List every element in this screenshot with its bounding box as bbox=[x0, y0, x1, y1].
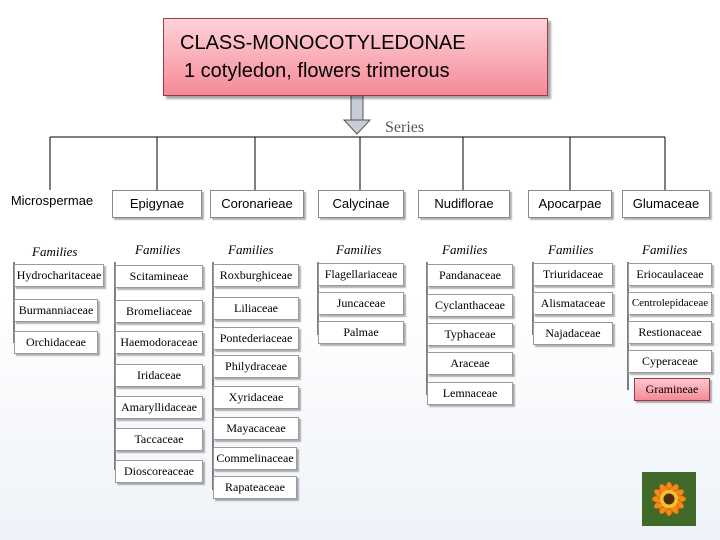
family-commelinaceae: Commelinaceae bbox=[213, 447, 297, 470]
families-label: Families bbox=[32, 244, 78, 259]
family-roxburghiceae: Roxburghiceae bbox=[213, 264, 299, 287]
flower-image bbox=[642, 472, 696, 526]
family-xyridaceae: Xyridaceae bbox=[213, 386, 299, 409]
series-nudiflorae: Nudiflorae bbox=[418, 190, 510, 218]
series-label: Series bbox=[385, 119, 425, 136]
family-hydrocharitaceae: Hydrocharitaceae bbox=[14, 264, 104, 287]
family-palmae: Palmae bbox=[318, 321, 404, 344]
family-haemodoraceae: Haemodoraceae bbox=[115, 331, 203, 354]
families-label: Families bbox=[442, 242, 488, 257]
families-label: Families bbox=[135, 242, 181, 257]
series-epigynae: Epigynae bbox=[112, 190, 202, 218]
family-iridaceae: Iridaceae bbox=[115, 364, 203, 387]
series-arrow bbox=[344, 94, 370, 134]
family-araceae: Araceae bbox=[427, 352, 513, 375]
family-burmanniaceae: Burmanniaceae bbox=[14, 299, 98, 322]
family-juncaceae: Juncaceae bbox=[318, 292, 404, 315]
family-pontederiaceae: Pontederiaceae bbox=[213, 327, 299, 350]
family-flagellariaceae: Flagellariaceae bbox=[318, 263, 404, 286]
series-glumaceae: Glumaceae bbox=[622, 190, 710, 218]
families-label: Families bbox=[548, 242, 594, 257]
family-dioscoreaceae: Dioscoreaceae bbox=[115, 460, 203, 483]
families-label: Families bbox=[228, 242, 274, 257]
family-bromeliaceae: Bromeliaceae bbox=[115, 300, 203, 323]
family-taccaceae: Taccaceae bbox=[115, 428, 203, 451]
family-philydraceae: Philydraceae bbox=[213, 355, 299, 378]
family-liliaceae: Liliaceae bbox=[213, 297, 299, 320]
family-orchidaceae: Orchidaceae bbox=[14, 331, 98, 354]
family-gramineae: Gramineae bbox=[634, 378, 710, 401]
series-microspermae: Microspermae bbox=[10, 193, 94, 208]
series-calycinae: Calycinae bbox=[318, 190, 404, 218]
family-cyclanthaceae: Cyclanthaceae bbox=[427, 294, 513, 317]
class-title: CLASS-MONOCOTYLEDONAE bbox=[180, 32, 466, 54]
series-coronarieae: Coronarieae bbox=[210, 190, 304, 218]
family-restionaceae: Restionaceae bbox=[628, 321, 712, 344]
family-rapateaceae: Rapateaceae bbox=[213, 476, 297, 499]
families-label: Families bbox=[336, 242, 382, 257]
family-pandanaceae: Pandanaceae bbox=[427, 264, 513, 287]
series-apocarpae: Apocarpae bbox=[528, 190, 612, 218]
class-title-box bbox=[163, 18, 548, 96]
family-mayacaceae: Mayacaceae bbox=[213, 417, 299, 440]
class-subtitle: 1 cotyledon, flowers trimerous bbox=[184, 60, 450, 82]
family-triuridaceae: Triuridaceae bbox=[533, 263, 613, 286]
family-centrolepidaceae: Centrolepidaceae bbox=[628, 292, 712, 315]
families-label: Families bbox=[642, 242, 688, 257]
family-najadaceae: Najadaceae bbox=[533, 322, 613, 345]
family-cyperaceae: Cyperaceae bbox=[628, 350, 712, 373]
family-lemnaceae: Lemnaceae bbox=[427, 382, 513, 405]
family-alismataceae: Alismataceae bbox=[533, 292, 613, 315]
family-amaryllidaceae: Amaryllidaceae bbox=[115, 396, 203, 419]
family-scitamineae: Scitamineae bbox=[115, 265, 203, 288]
family-typhaceae: Typhaceae bbox=[427, 323, 513, 346]
family-eriocaulaceae: Eriocaulaceae bbox=[628, 263, 712, 286]
